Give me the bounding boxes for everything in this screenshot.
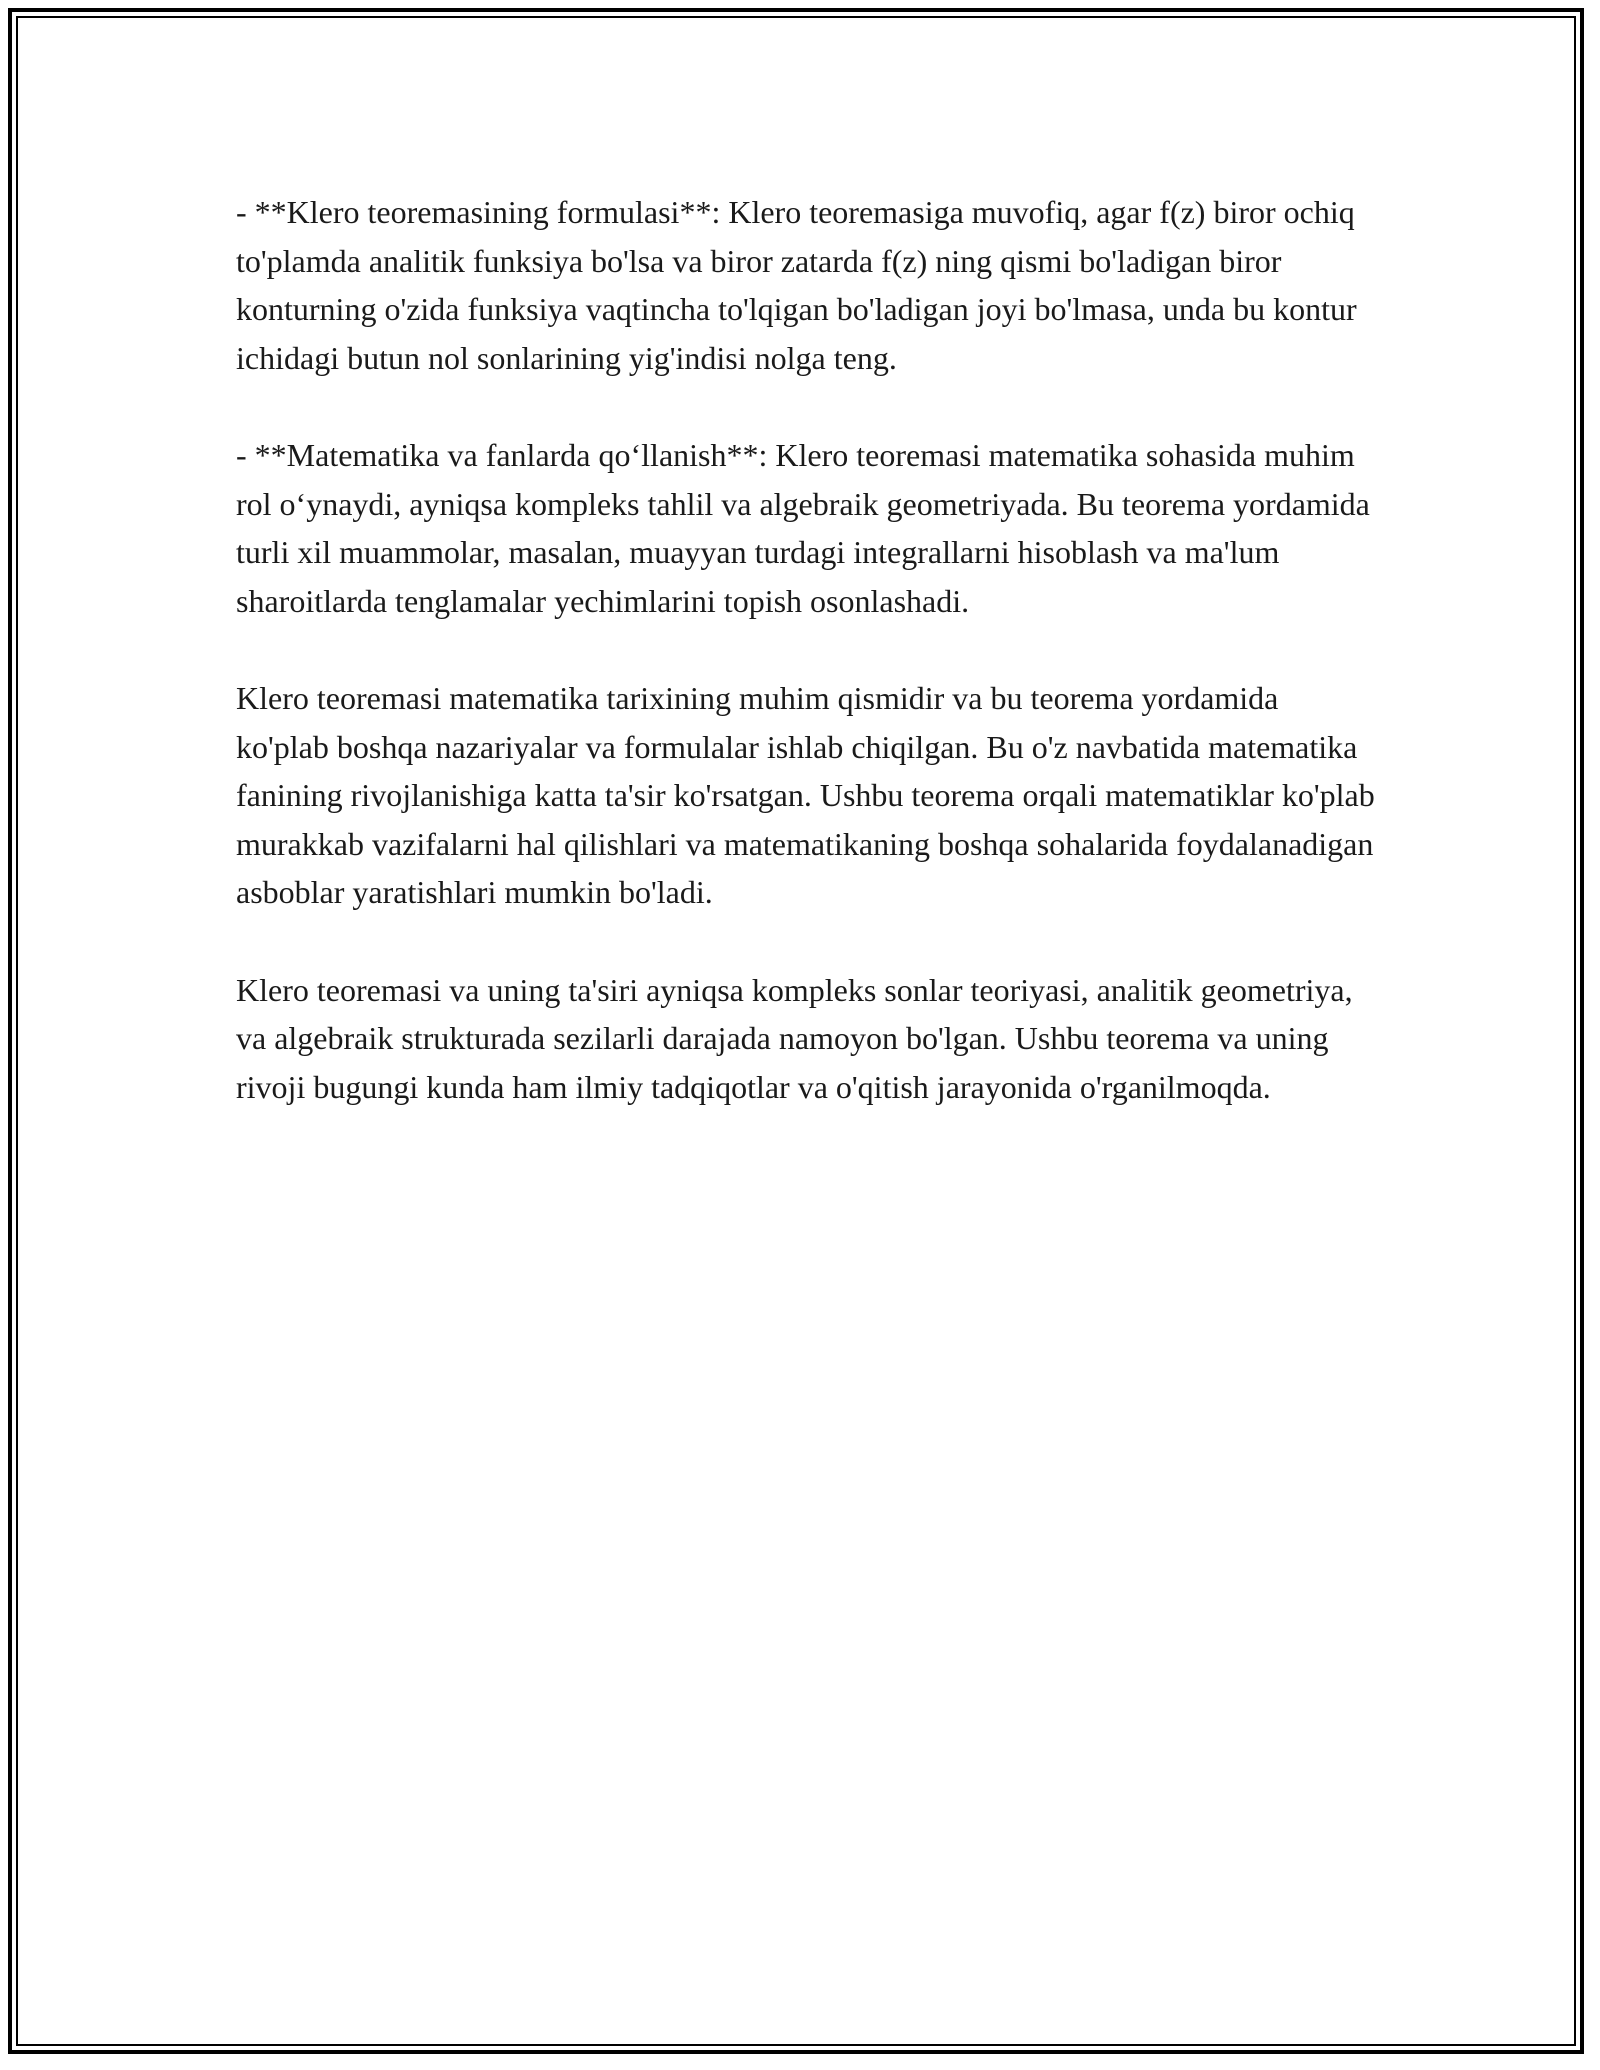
paragraph-history: Klero teoremasi matematika tarixining muhim qismidir va bu teorema yordamida ko'plab boshqa nazariyalar va formulalar ishlab chiqilgan. Bu o'z navbatida matematika fanining rivojlanishiga katta ta'sir ko'rsatgan. Ushbu teorema orqali matematiklar ko'plab murakkab vazifalarni hal qilishlari va matematikaning boshqa sohalarida foydalanadigan asboblar yaratishlari mumkin bo'ladi. <box>236 680 1375 910</box>
document-body <box>236 188 1376 1160</box>
paragraph-formula: - **Klero teoremasining formulasi**: Klero teoremasiga muvofiq, agar f(z) biror ochiq to'plamda analitik funksiya bo'lsa va biror zatarda f(z) ning qismi bo'ladigan biror konturning o'zida funksiya vaqtincha to'lqigan bo'ladigan joyi bo'lmasa, unda bu kontur ichidagi butun nol sonlarining yig'indisi nolga teng. <box>236 194 1357 376</box>
paragraph-influence: Klero teoremasi va uning ta'siri ayniqsa kompleks sonlar teoriyasi, analitik geometriya, va algebraik strukturada sezilarli darajada namoyon bo'lgan. Ushbu teorema va uning rivoji bugungi kunda ham ilmiy tadqiqotlar va o'qitish jarayonida o'rganilmoqda. <box>236 971 1353 1105</box>
paragraph-applications: - **Matematika va fanlarda qo‘llanish**: Klero teoremasi matematika sohasida muhim rol o‘ynaydi, ayniqsa kompleks tahlil va algebraik geometriyada. Bu teorema yordamida turli xil muammolar, masalan, muayyan turdagi integrallarni hisoblash va ma'lum sharoitlarda tenglamalar yechimlarini topish osonlashadi. <box>236 437 1370 619</box>
